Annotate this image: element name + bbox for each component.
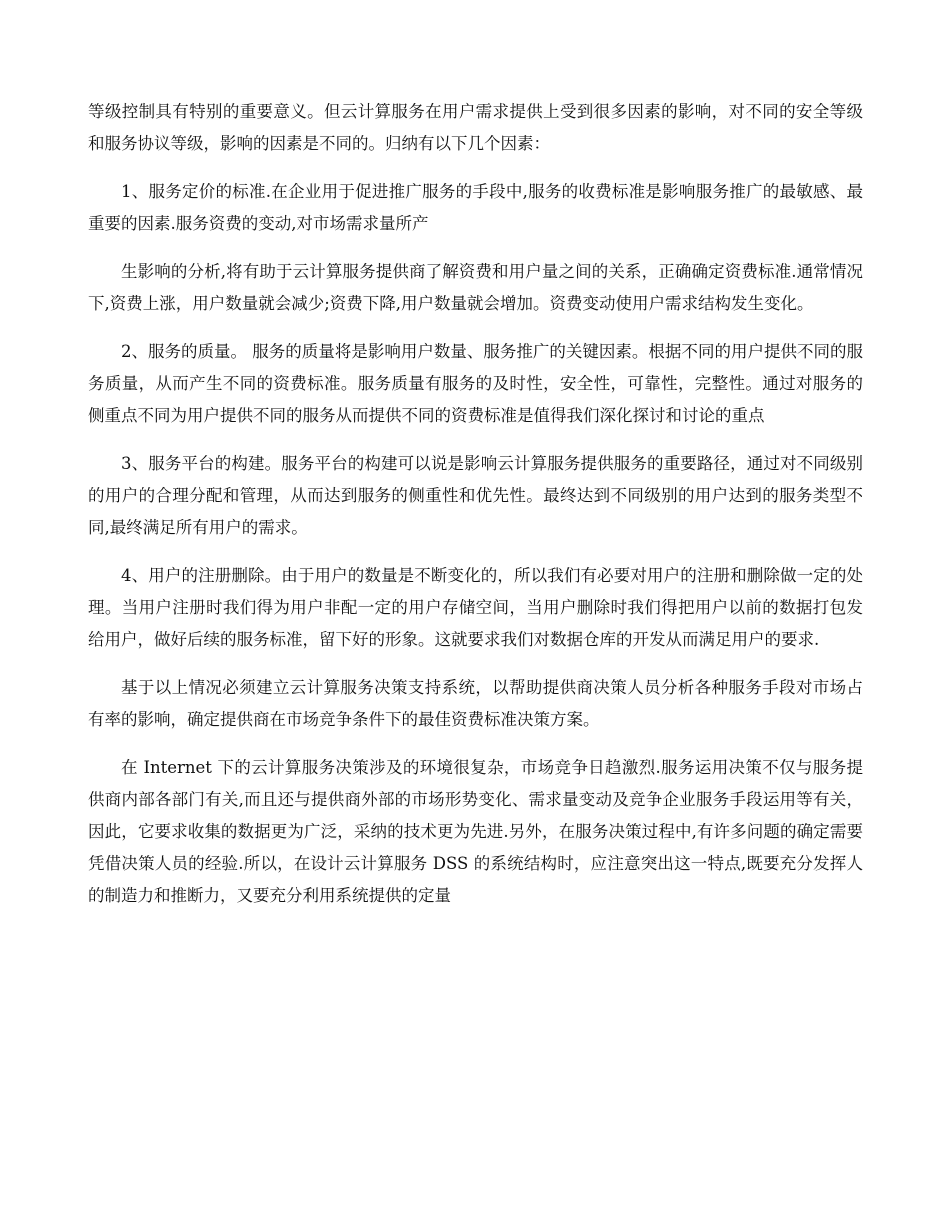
paragraph-intro: 等级控制具有特别的重要意义。但云计算服务在用户需求提供上受到很多因素的影响，对不同的安全等级和服务协议等级，影响的因素是不同的。归纳有以下几个因素： [88,102,863,153]
paragraph-factor-4-registration: 4、用户的注册删除。由于用户的数量是不断变化的，所以我们有必要对用户的注册和删除做一定的处理。当用户注册时我们得为用户非配一定的用户存储空间，当用户删除时我们得把用户以前的数据打包发给用户，做好后续的服务标准，留下好的形象。这就要求我们对数据仓库的开发从而满足用户的要求. [88,566,863,649]
paragraph-factor-1-pricing: 1、服务定价的标准.在企业用于促进推广服务的手段中,服务的收费标准是影响服务推广的最敏感、最重要的因素.服务资费的变动,对市场需求量所产 [88,182,863,233]
paragraph-dss-need: 基于以上情况必须建立云计算服务决策支持系统，以帮助提供商决策人员分析各种服务手段对市场占有率的影响，确定提供商在市场竞争条件下的最佳资费标准决策方案。 [88,678,863,729]
document-page [88,96,863,928]
paragraph-internet-environment: 在 Internet 下的云计算服务决策涉及的环境很复杂，市场竞争日趋激烈.服务运用决策不仅与服务提供商内部各部门有关,而且还与提供商外部的市场形势变化、需求量变动及竞争企业服务手段运用等有关，因此，它要求收集的数据更为广泛，采纳的技术更为先进.另外，在服务决策过程中,有许多问题的确定需要凭借决策人员的经验.所以，在设计云计算服务 DSS 的系统结构时，应注意突出这一特点,既要充分发挥人的制造力和推断力，又要充分利用系统提供的定量 [88,758,863,905]
paragraph-factor-1-continued: 生影响的分析,将有助于云计算服务提供商了解资费和用户量之间的关系，正确确定资费标准.通常情况下,资费上涨，用户数量就会减少;资费下降,用户数量就会增加。资费变动使用户需求结构发生变化。 [88,262,863,313]
paragraph-factor-2-quality: 2、服务的质量。 服务的质量将是影响用户数量、服务推广的关键因素。根据不同的用户提供不同的服务质量，从而产生不同的资费标准。服务质量有服务的及时性，安全性，可靠性，完整性。通过对服务的侧重点不同为用户提供不同的服务从而提供不同的资费标准是值得我们深化探讨和讨论的重点 [88,342,863,425]
paragraph-factor-3-platform: 3、服务平台的构建。服务平台的构建可以说是影响云计算服务提供服务的重要路径，通过对不同级别的用户的合理分配和管理，从而达到服务的侧重性和优先性。最终达到不同级别的用户达到的服务类型不同,最终满足所有用户的需求。 [88,454,863,537]
